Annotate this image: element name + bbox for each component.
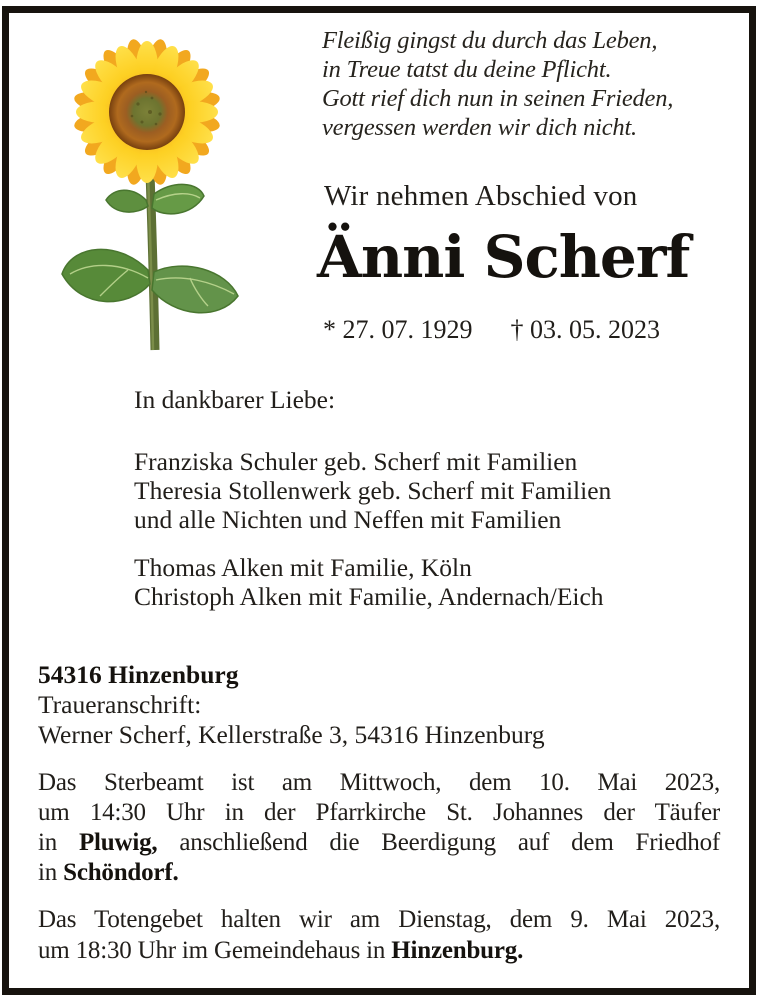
prayer-text: um 18:30 Uhr im Gemeindehaus in — [38, 937, 392, 964]
mourner-line: Christoph Alken mit Familie, Andernach/Eich — [134, 582, 604, 611]
poem-line: Fleißig gingst du durch das Leben, — [322, 27, 658, 54]
service-text: in — [38, 829, 79, 856]
contact-block — [38, 660, 545, 750]
service-text: in — [38, 859, 64, 886]
service-line: Das Sterbeamt ist am Mittwoch, dem 10. Mai 2023, — [38, 769, 720, 796]
prayer-paragraph — [38, 904, 720, 966]
mourner-line: Theresia Stollenwerk geb. Scherf mit Familien — [134, 476, 612, 505]
salutation: In dankbarer Liebe: — [134, 385, 336, 414]
service-place-bold: Pluwig, — [78, 829, 158, 856]
contact-label: Traueranschrift: — [38, 690, 202, 719]
mourner-line: Thomas Alken mit Familie, Köln — [134, 553, 472, 582]
prayer-line — [38, 935, 720, 966]
birth-date: * 27. 07. 1929 — [323, 315, 473, 344]
poem-line: Gott rief dich nun in seinen Frieden, — [322, 85, 674, 112]
service-line — [38, 858, 720, 888]
contact-address: Werner Scherf, Kellerstraße 3, 54316 Hinzenburg — [38, 720, 545, 749]
poem-line: vergessen werden wir dich nicht. — [322, 114, 637, 141]
sunflower-image — [50, 22, 250, 352]
prayer-place-bold: Hinzenburg. — [391, 937, 524, 964]
poem-line: in Treue tatst du deine Pflicht. — [322, 56, 612, 83]
flower-disk — [109, 74, 185, 150]
contact-city: 54316 Hinzenburg — [38, 660, 239, 689]
death-date: † 03. 05. 2023 — [510, 315, 660, 344]
mourner-line: und alle Nichten und Neffen mit Familien — [134, 505, 562, 534]
prayer-line: Das Totengebet halten wir am Dienstag, dem 9. Mai 2023, — [38, 906, 720, 933]
mourner-line: Franziska Schuler geb. Scherf mit Familien — [134, 447, 578, 476]
deceased-name: Änni Scherf — [317, 223, 690, 291]
funeral-service-paragraph — [38, 768, 720, 888]
service-line: um 14:30 Uhr in der Pfarrkirche St. Johannes der Täufer — [38, 799, 720, 826]
farewell-intro: Wir nehmen Abschied von — [324, 180, 638, 212]
mourners-group-2 — [134, 553, 604, 611]
service-line — [38, 828, 720, 858]
service-place-bold: Schöndorf. — [63, 859, 179, 886]
mourners-group-1 — [134, 447, 611, 534]
life-dates — [323, 315, 660, 345]
memorial-poem — [322, 26, 673, 142]
service-text: anschließend die Beerdigung auf dem Friedhof — [157, 829, 720, 856]
